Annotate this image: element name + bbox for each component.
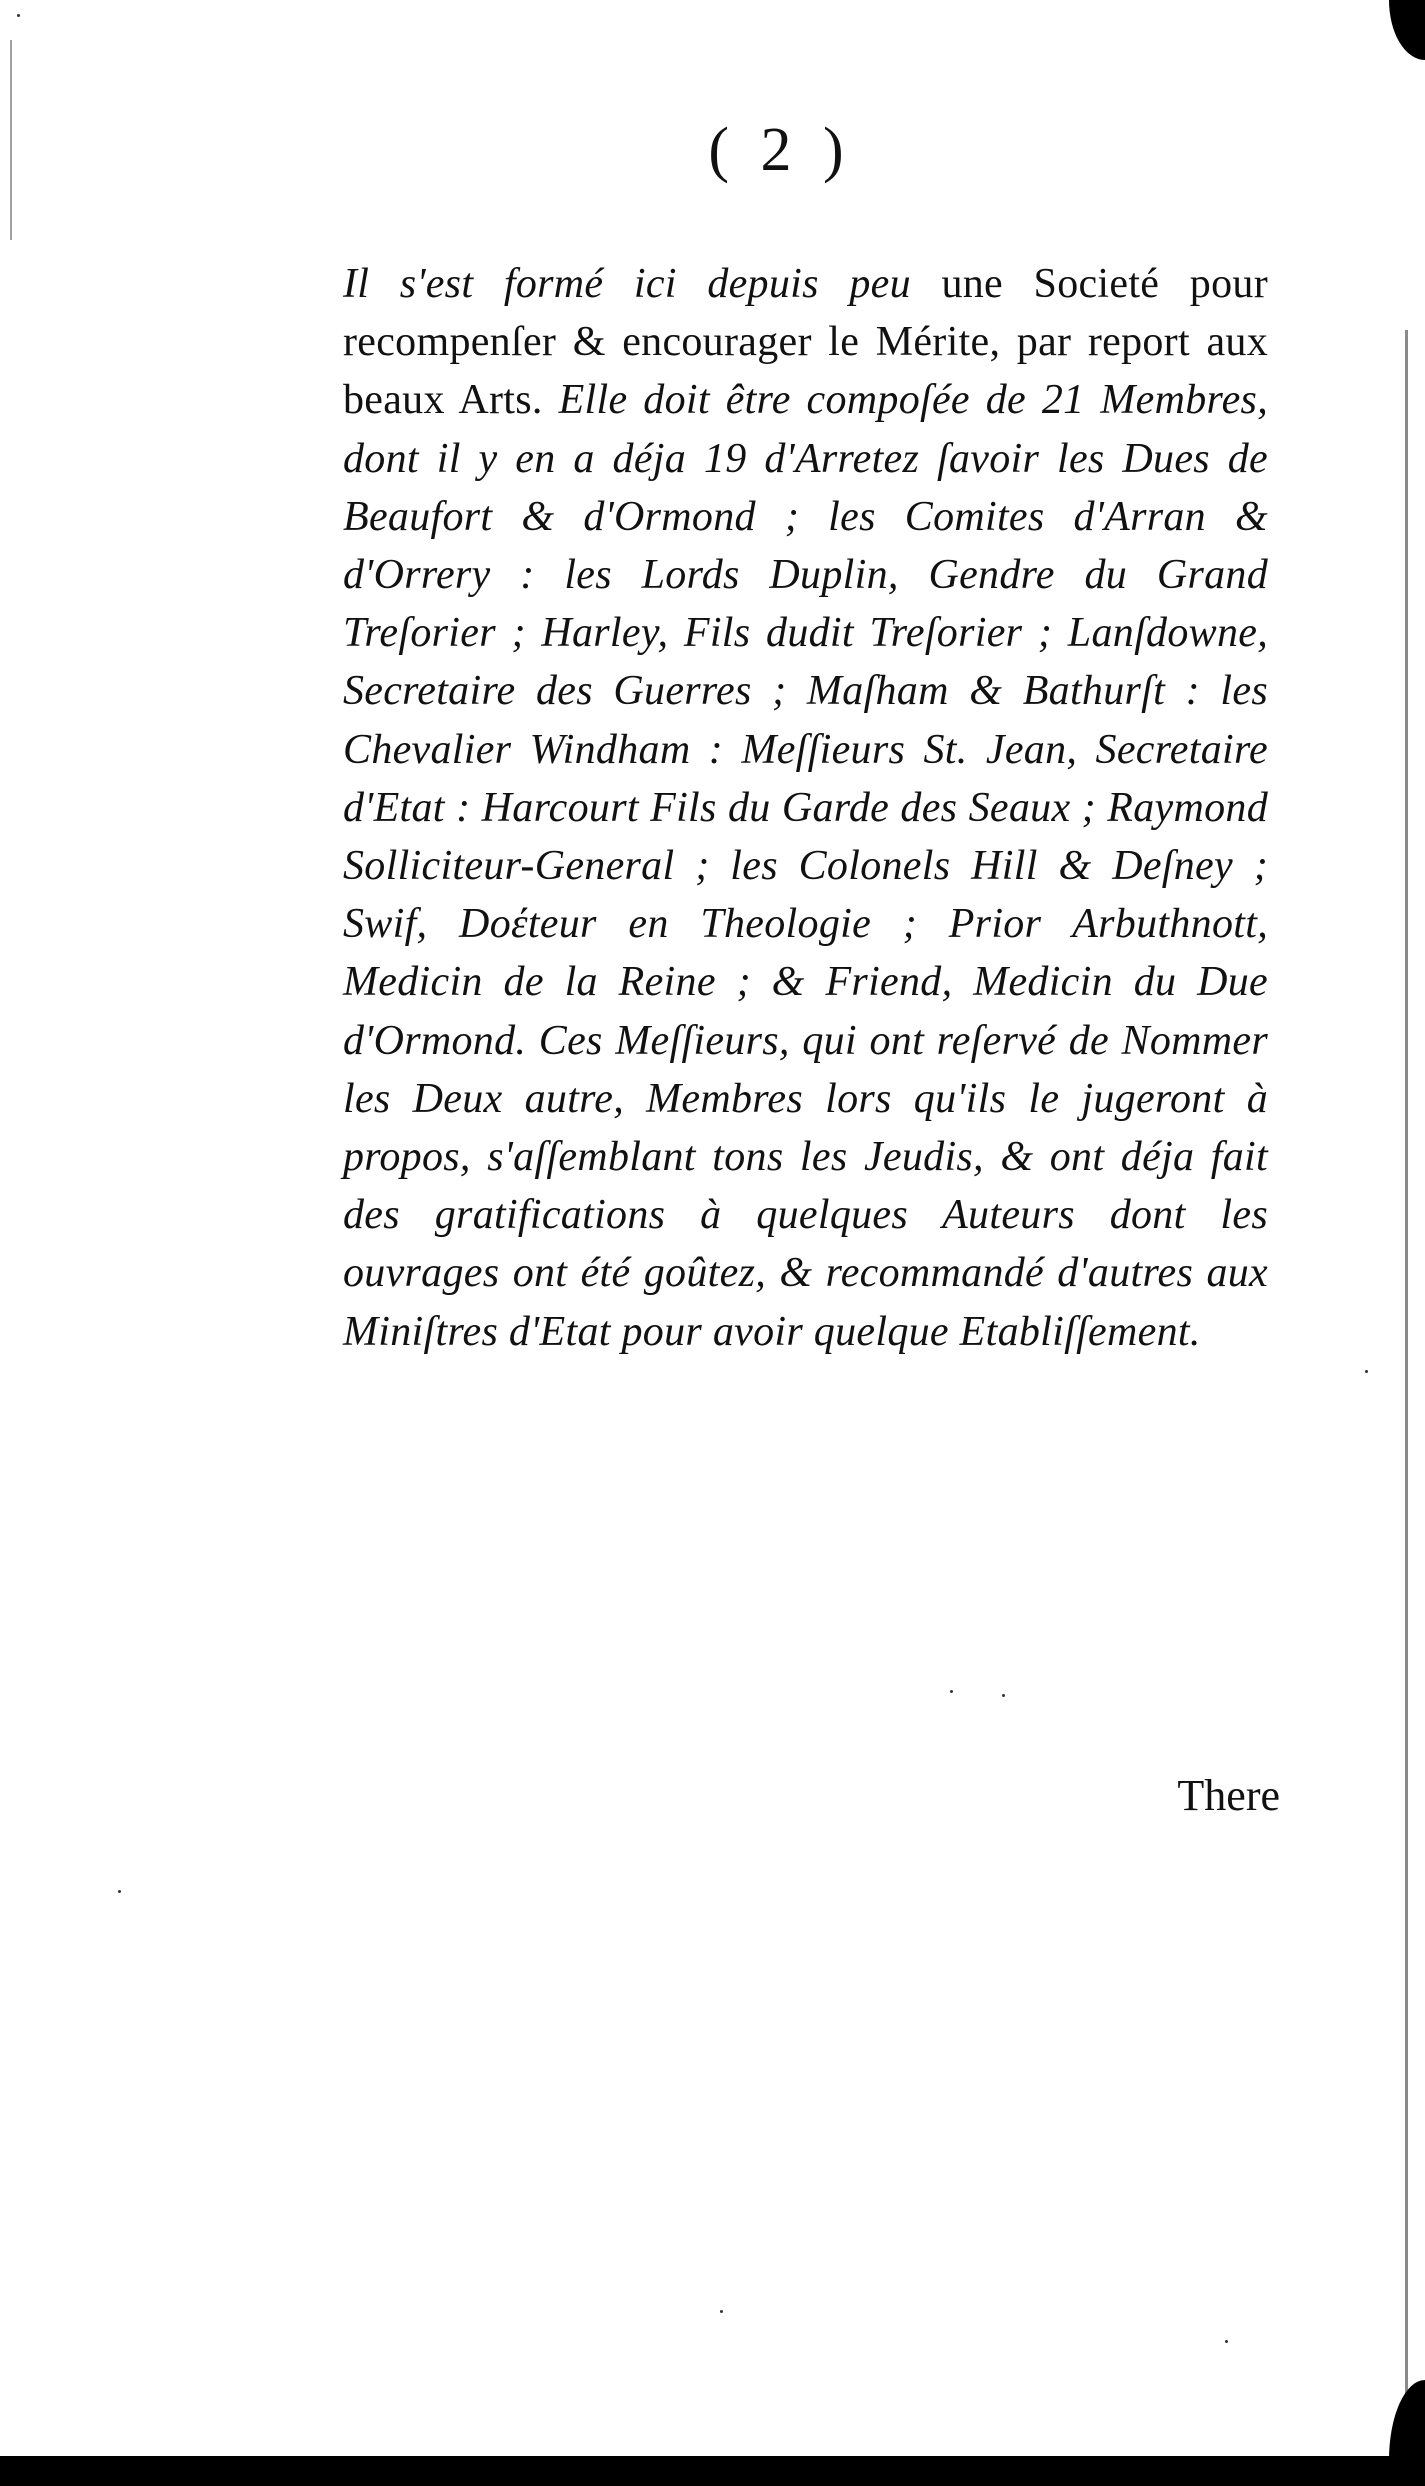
paragraph-segment-roman: une Societé pour recompenſer & encourager le Mérite, par report aux beaux Arts.	[343, 261, 1268, 424]
ink-speck	[1365, 1370, 1368, 1373]
scan-left-edge	[10, 40, 12, 240]
page-number: ( 2 )	[708, 116, 852, 184]
ink-speck	[1002, 1694, 1005, 1697]
ink-speck	[118, 1890, 121, 1893]
paragraph-segment-italic: Il s'est formé ici depuis peu	[343, 261, 942, 307]
paragraph-segment-italic: Elle doit être compoſée de 21 Membres, dont il y en a déja 19 d'Arretez ſavoir les Dues de Beaufort & d'Ormond ; les Comites d'Arran & d'Orrery : les Lords Duplin, Gendre du Grand Treſorier ; Harley, Fils dudit Treſorier ; Lanſdowne, Secretaire des Guerres ; Maſham & Bathurſt : les Chevalier Windham : Meſſieurs St. Jean, Secretaire d'Etat : Harcourt Fils du Garde des Seaux ; Raymond Solliciteur-General ; les Colonels Hill & Deſney ; Swif, Doέteur en Theologie ; Prior Arbuthnott, Medicin de la Reine ; & Friend, Medicin du Due d'Ormond. Ces Meſſieurs, qui ont reſervé de Nommer les Deux autre, Membres lors qu'ils le jugeront à propos, s'aſſemblant tons les Jeudis, & ont déja fait des gratifications à quelques Auteurs dont les ouvrages ont été goûtez, & recommandé d'autres aux Miniſtres d'Etat pour avoir quelque Etabliſſement.	[343, 377, 1268, 1355]
scan-corner-top-right	[1389, 0, 1425, 60]
scan-corner-bottom-right	[1389, 2380, 1425, 2460]
scan-bottom-edge	[0, 2456, 1425, 2486]
ink-speck	[1225, 2340, 1228, 2343]
ink-speck	[17, 14, 20, 17]
ink-speck	[950, 1690, 953, 1693]
body-paragraph	[343, 255, 1268, 1361]
ink-speck	[720, 2310, 723, 2313]
scan-right-edge	[1405, 330, 1408, 2410]
catchword: There	[1177, 1771, 1280, 1820]
